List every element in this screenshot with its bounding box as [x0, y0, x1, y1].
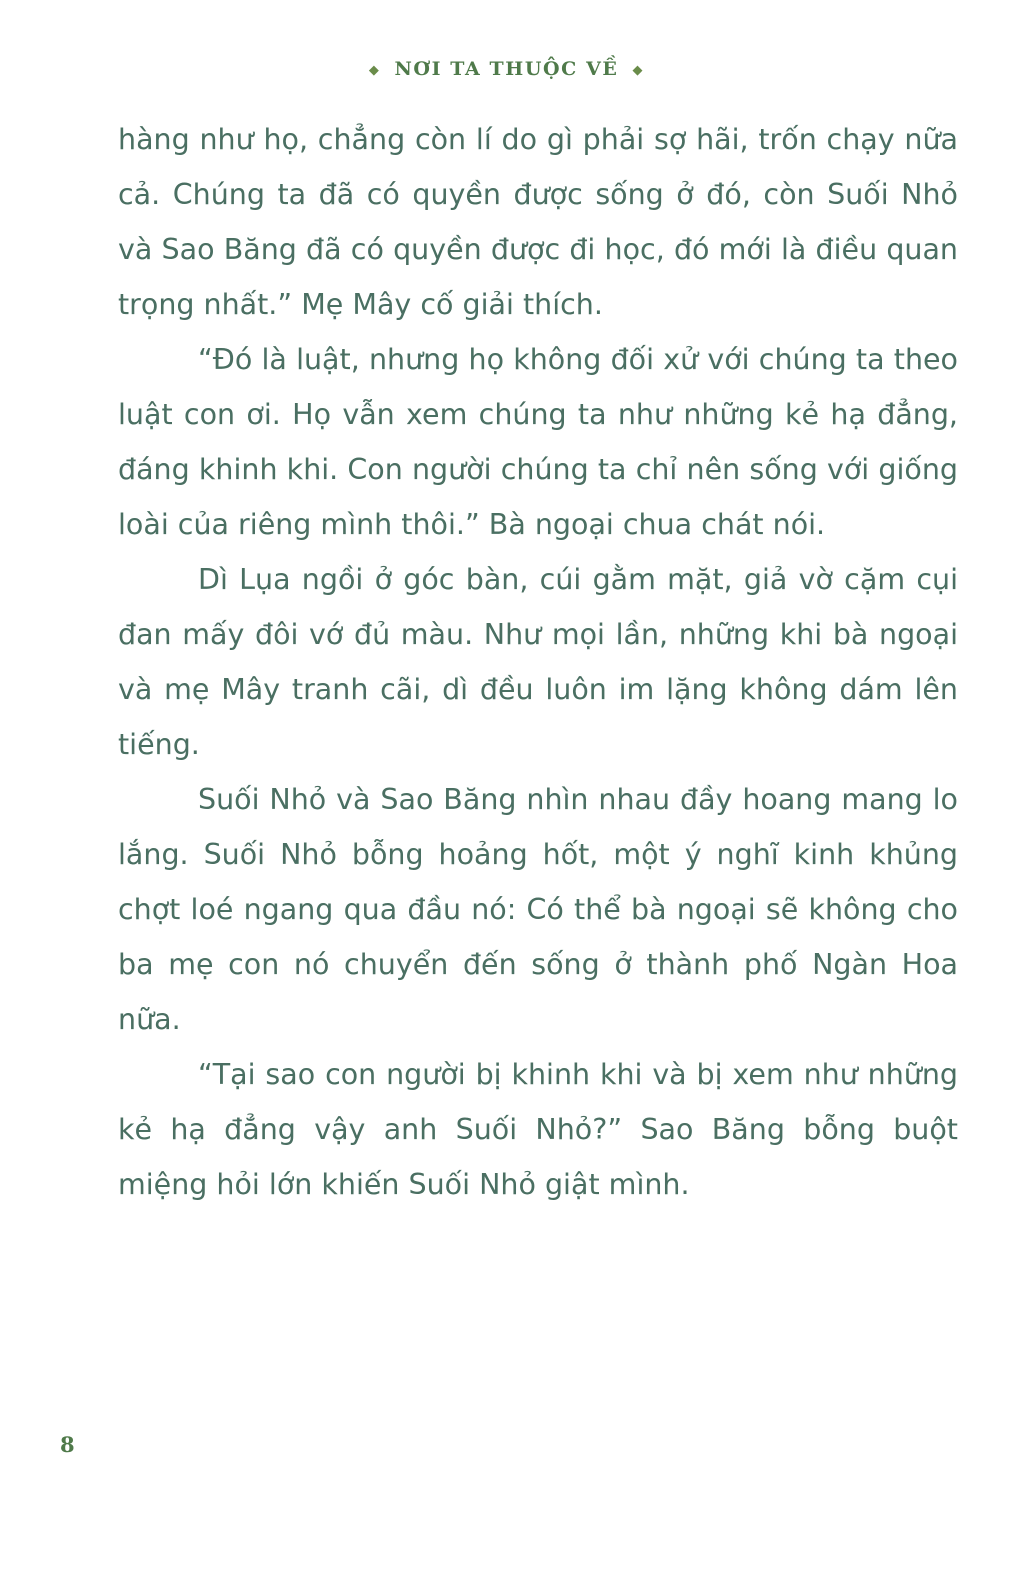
page-number: 8 — [60, 1432, 75, 1457]
body-text — [118, 112, 958, 1212]
running-head — [0, 58, 1013, 80]
running-head-title: NƠI TA THUỘC VỀ — [394, 58, 619, 80]
paragraph: “Đó là luật, nhưng họ không đối xử với chúng ta theo luật con ơi. Họ vẫn xem chúng ta như những kẻ hạ đẳng, đáng khinh khi. Con người chúng ta chỉ nên sống với giống loài của riêng mình thôi.” Bà ngoại chua chát nói. — [118, 343, 958, 541]
paragraph: “Tại sao con người bị khinh khi và bị xem như những kẻ hạ đẳng vậy anh Suối Nhỏ?” Sao Băng bỗng buột miệng hỏi lớn khiến Suối Nhỏ giật mình. — [118, 1058, 958, 1201]
paragraph: hàng như họ, chẳng còn lí do gì phải sợ hãi, trốn chạy nữa cả. Chúng ta đã có quyền được sống ở đó, còn Suối Nhỏ và Sao Băng đã có quyền được đi học, đó mới là điều quan trọng nhất.” Mẹ Mây cố giải thích. — [118, 123, 958, 321]
ornament-left-icon: ◆ — [368, 62, 381, 78]
paragraph: Suối Nhỏ và Sao Băng nhìn nhau đầy hoang mang lo lắng. Suối Nhỏ bỗng hoảng hốt, một ý nghĩ kinh khủng chợt loé ngang qua đầu nó: Có thể bà ngoại sẽ không cho ba mẹ con nó chuyển đến sống ở thành phố Ngàn Hoa nữa. — [118, 783, 958, 1036]
paragraph: Dì Lụa ngồi ở góc bàn, cúi gằm mặt, giả vờ cặm cụi đan mấy đôi vớ đủ màu. Như mọi lần, những khi bà ngoại và mẹ Mây tranh cãi, dì đều luôn im lặng không dám lên tiếng. — [118, 563, 958, 761]
ornament-right-icon: ◆ — [632, 62, 645, 78]
